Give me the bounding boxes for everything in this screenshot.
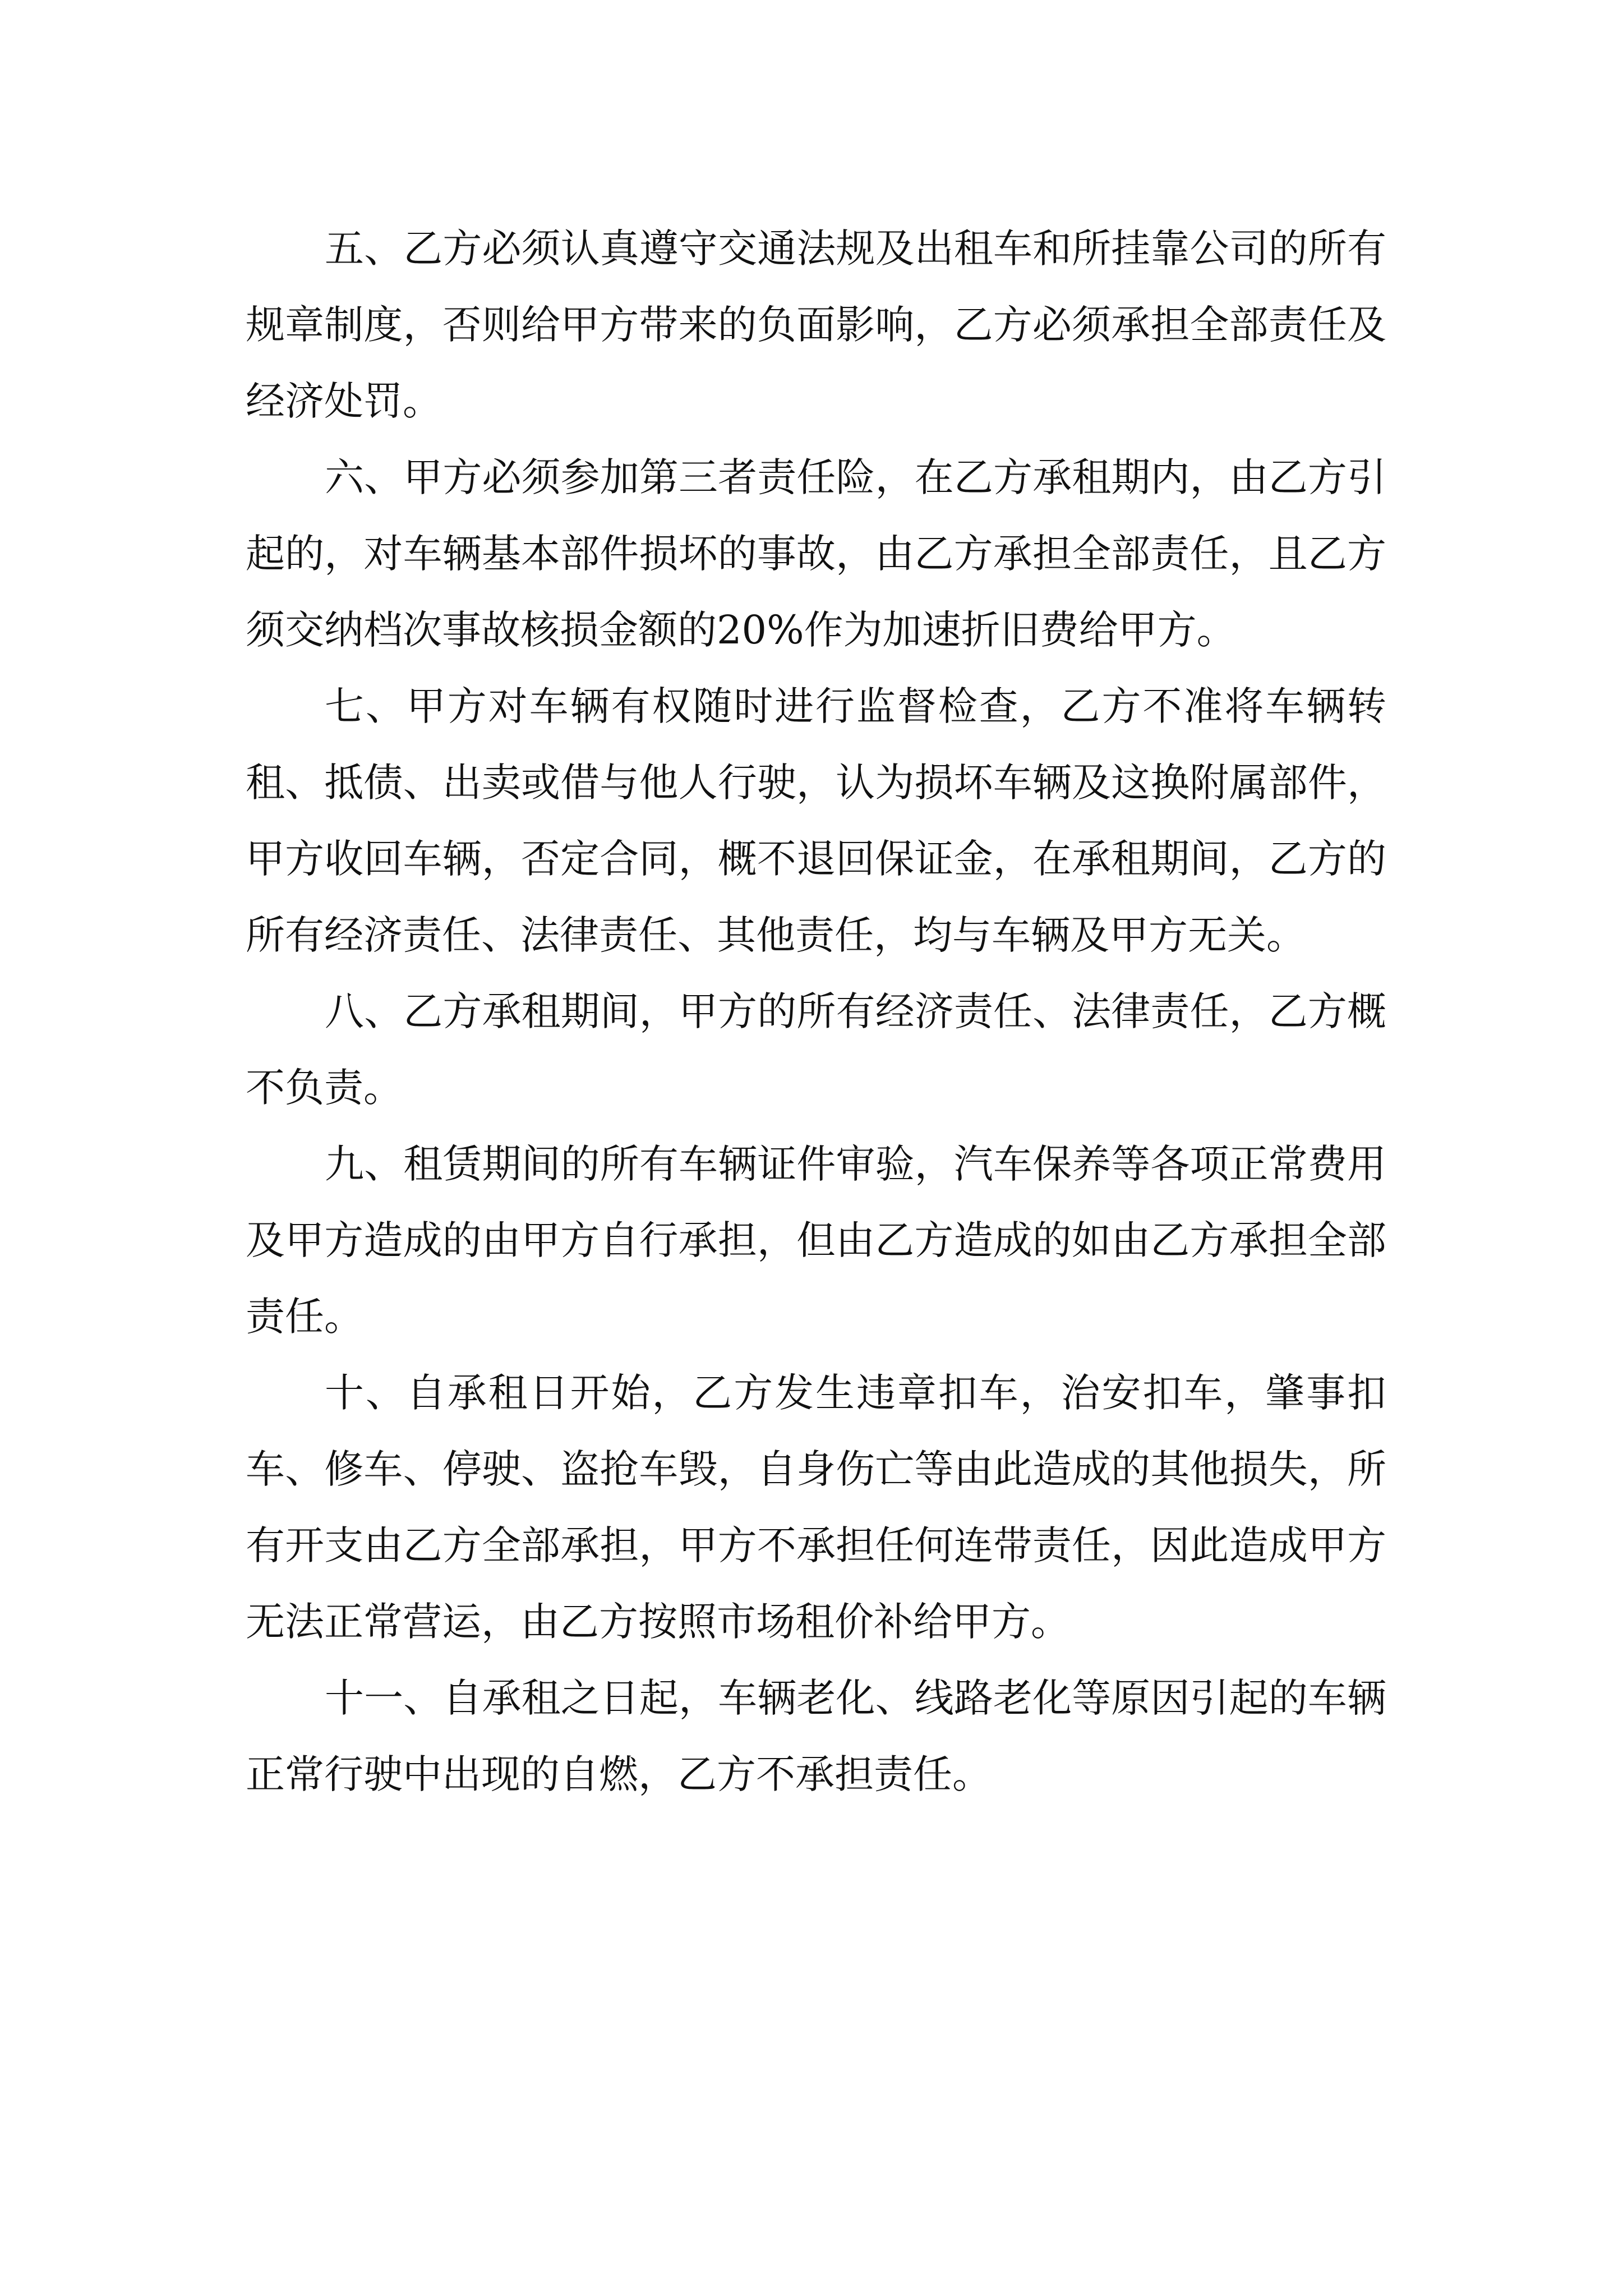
document-body xyxy=(246,210,1386,1812)
clause-8-paragraph: 八、乙方承租期间，甲方的所有经济责任、法律责任，乙方概不负责。 xyxy=(246,988,1386,1111)
clause-11-paragraph: 十一、自承租之日起，车辆老化、线路老化等原因引起的车辆正常行驶中出现的自燃，乙方不承担责任。 xyxy=(246,1675,1386,1797)
clause-5-paragraph: 五、乙方必须认真遵守交通法规及出租车和所挂靠公司的所有规章制度，否则给甲方带来的负面影响，乙方必须承担全部责任及经济处罚。 xyxy=(246,226,1386,424)
clause-10-paragraph: 十、自承租日开始，乙方发生违章扣车，治安扣车，肇事扣车、修车、停驶、盗抢车毁，自身伤亡等由此造成的其他损失，所有开支由乙方全部承担，甲方不承担任何连带责任，因此造成甲方无法正常营运，由乙方按照市场租价补给甲方。 xyxy=(246,1370,1386,1645)
clause-9-paragraph: 九、租赁期间的所有车辆证件审验，汽车保养等各项正常费用及甲方造成的由甲方自行承担，但由乙方造成的如由乙方承担全部责任。 xyxy=(246,1141,1386,1340)
clause-6-paragraph: 六、甲方必须参加第三者责任险，在乙方承租期内，由乙方引起的，对车辆基本部件损坏的事故，由乙方承担全部责任，且乙方须交纳档次事故核损金额的20%作为加速折旧费给甲方。 xyxy=(246,454,1386,653)
clause-7-paragraph: 七、甲方对车辆有权随时进行监督检查，乙方不准将车辆转租、抵债、出卖或借与他人行驶，认为损坏车辆及这换附属部件，甲方收回车辆，否定合同，概不退回保证金，在承租期间，乙方的所有经济责任、法律责任、其他责任，均与车辆及甲方无关。 xyxy=(246,683,1386,958)
